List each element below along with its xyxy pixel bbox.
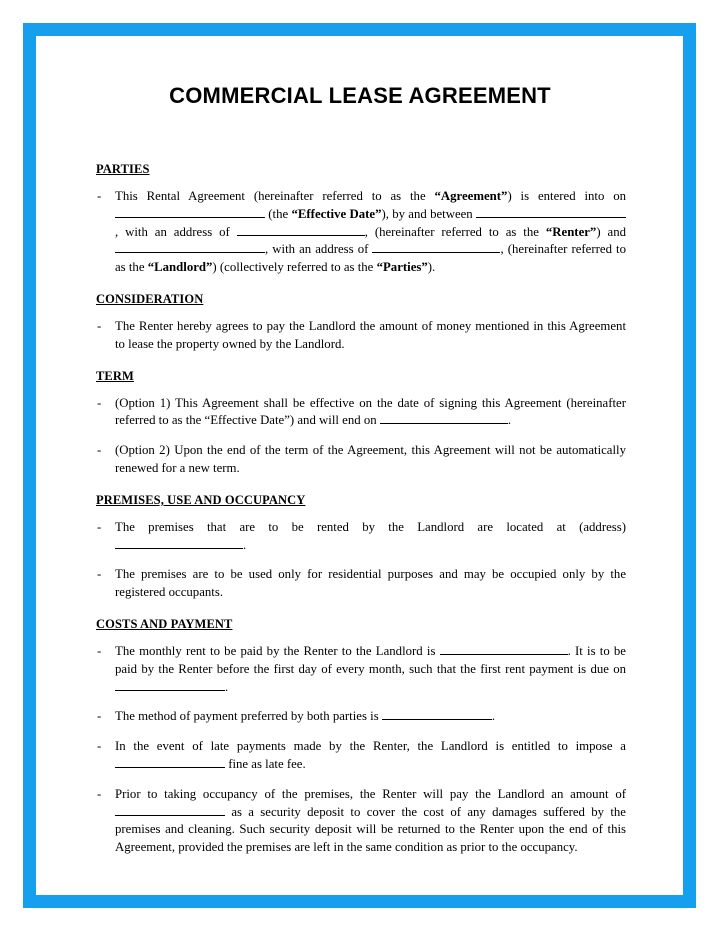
clause-text: (Option 2) Upon the end of the term of the Agreement, this Agreement will not be automatically renewed for a new term. xyxy=(115,443,626,475)
document-section xyxy=(96,491,626,602)
section-heading-row xyxy=(96,290,626,308)
section-heading: TERM xyxy=(96,368,134,383)
defined-term: “Landlord” xyxy=(147,260,213,275)
bullet-marker: - xyxy=(97,318,102,333)
clause-text: , (hereinafter referred to as the xyxy=(115,242,626,275)
clause-item xyxy=(96,519,626,555)
clause-item xyxy=(96,566,626,602)
document-section xyxy=(96,290,626,354)
clause-text: Prior to taking occupancy of the premises, the Renter will pay the Landlord an amount of xyxy=(115,786,626,801)
fill-in-blank[interactable] xyxy=(372,241,500,253)
clause-text: ), by and between xyxy=(381,206,476,221)
defined-term: “Renter” xyxy=(545,224,597,239)
document-content xyxy=(96,0,626,857)
clause-text: ) is entered into on xyxy=(507,189,626,203)
bullet-marker: - xyxy=(97,567,102,582)
bullet-marker: - xyxy=(97,709,102,724)
clause-item xyxy=(96,442,626,478)
section-heading: CONSIDERATION xyxy=(96,291,204,306)
clause-text: (Option 1) This Agreement shall be effective on the date of signing this Agreement (hereinafter referred to as the “Effective Date”) and will end on xyxy=(115,395,626,428)
document-section xyxy=(96,615,626,857)
clause-text: . xyxy=(243,537,247,552)
clause-text: . xyxy=(491,709,496,724)
clause-text: ) (collectively referred to as the xyxy=(212,260,377,275)
document-section xyxy=(96,160,626,277)
fill-in-blank[interactable] xyxy=(476,206,626,218)
page-title: COMMERCIAL LEASE AGREEMENT xyxy=(169,83,551,108)
fill-in-blank[interactable] xyxy=(115,537,243,549)
section-heading-row xyxy=(96,491,626,509)
clause-text: In the event of late payments made by the Renter, the Landlord is entitled to impose a xyxy=(115,739,626,754)
fill-in-blank[interactable] xyxy=(382,708,492,720)
clause-item xyxy=(96,708,626,726)
clause-text: . xyxy=(507,413,512,428)
fill-in-blank[interactable] xyxy=(237,224,365,236)
clause-text: as a security deposit to cover the cost of any damages suffered by the premises and cleaning. Such security deposit will be returned to the Renter upon the end of this Agreement, provided the premises are left in the same condition as prior to the occupancy. xyxy=(115,804,626,855)
bullet-marker: - xyxy=(97,739,102,754)
clause-item xyxy=(96,188,626,277)
clause-text: The premises that are to be rented by the Landlord are located at (address) xyxy=(115,519,626,534)
bullet-marker: - xyxy=(97,395,102,410)
bullet-marker: - xyxy=(97,189,102,203)
clause-text: . xyxy=(225,679,229,694)
section-heading-row xyxy=(96,367,626,385)
clause-text: The method of payment preferred by both parties is xyxy=(115,709,382,724)
clause-text: (the xyxy=(265,206,292,221)
clause-text: ). xyxy=(427,260,436,275)
clause-text: , (hereinafter referred to as the xyxy=(364,224,546,239)
fill-in-blank[interactable] xyxy=(440,643,568,655)
defined-term: “Effective Date” xyxy=(291,206,382,221)
defined-term: “Agreement” xyxy=(434,189,508,203)
document-section xyxy=(96,367,626,478)
section-heading-row xyxy=(96,615,626,633)
defined-term: “Parties” xyxy=(376,260,428,275)
bullet-marker: - xyxy=(97,786,102,801)
fill-in-blank[interactable] xyxy=(115,756,225,768)
clause-item xyxy=(96,318,626,354)
section-heading: PREMISES, USE AND OCCUPANCY xyxy=(96,492,306,507)
clause-text: . It is to be paid by the Renter before the first day of every month, such that the first rent payment is due on xyxy=(115,643,626,676)
fill-in-blank[interactable] xyxy=(115,206,265,218)
clause-item xyxy=(96,395,626,431)
clause-text: The premises are to be used only for residential purposes and may be occupied only by the registered occupants. xyxy=(115,567,626,600)
fill-in-blank[interactable] xyxy=(380,412,508,424)
fill-in-blank[interactable] xyxy=(115,241,265,253)
bullet-marker: - xyxy=(97,443,102,458)
clause-text: , with an address of xyxy=(115,224,237,239)
section-heading-row xyxy=(96,160,626,178)
section-heading: COSTS AND PAYMENT xyxy=(96,616,233,631)
clause-text: ) and xyxy=(596,224,627,239)
bullet-marker: - xyxy=(97,643,102,658)
clause-text: The Renter hereby agrees to pay the Landlord the amount of money mentioned in this Agreement to lease the property owned by the Landlord. xyxy=(115,318,626,351)
clause-text: This Rental Agreement (hereinafter referred to as the xyxy=(115,189,435,203)
clause-item xyxy=(96,643,626,696)
fill-in-blank[interactable] xyxy=(115,804,225,816)
clause-text: fine as late fee. xyxy=(225,756,306,771)
section-heading: PARTIES xyxy=(96,162,150,176)
clause-text: , with an address of xyxy=(265,242,373,257)
clause-text: The monthly rent to be paid by the Renter to the Landlord is xyxy=(115,643,440,658)
clause-item xyxy=(96,738,626,774)
clause-item xyxy=(96,786,626,857)
bullet-marker: - xyxy=(97,519,102,534)
fill-in-blank[interactable] xyxy=(115,679,225,691)
